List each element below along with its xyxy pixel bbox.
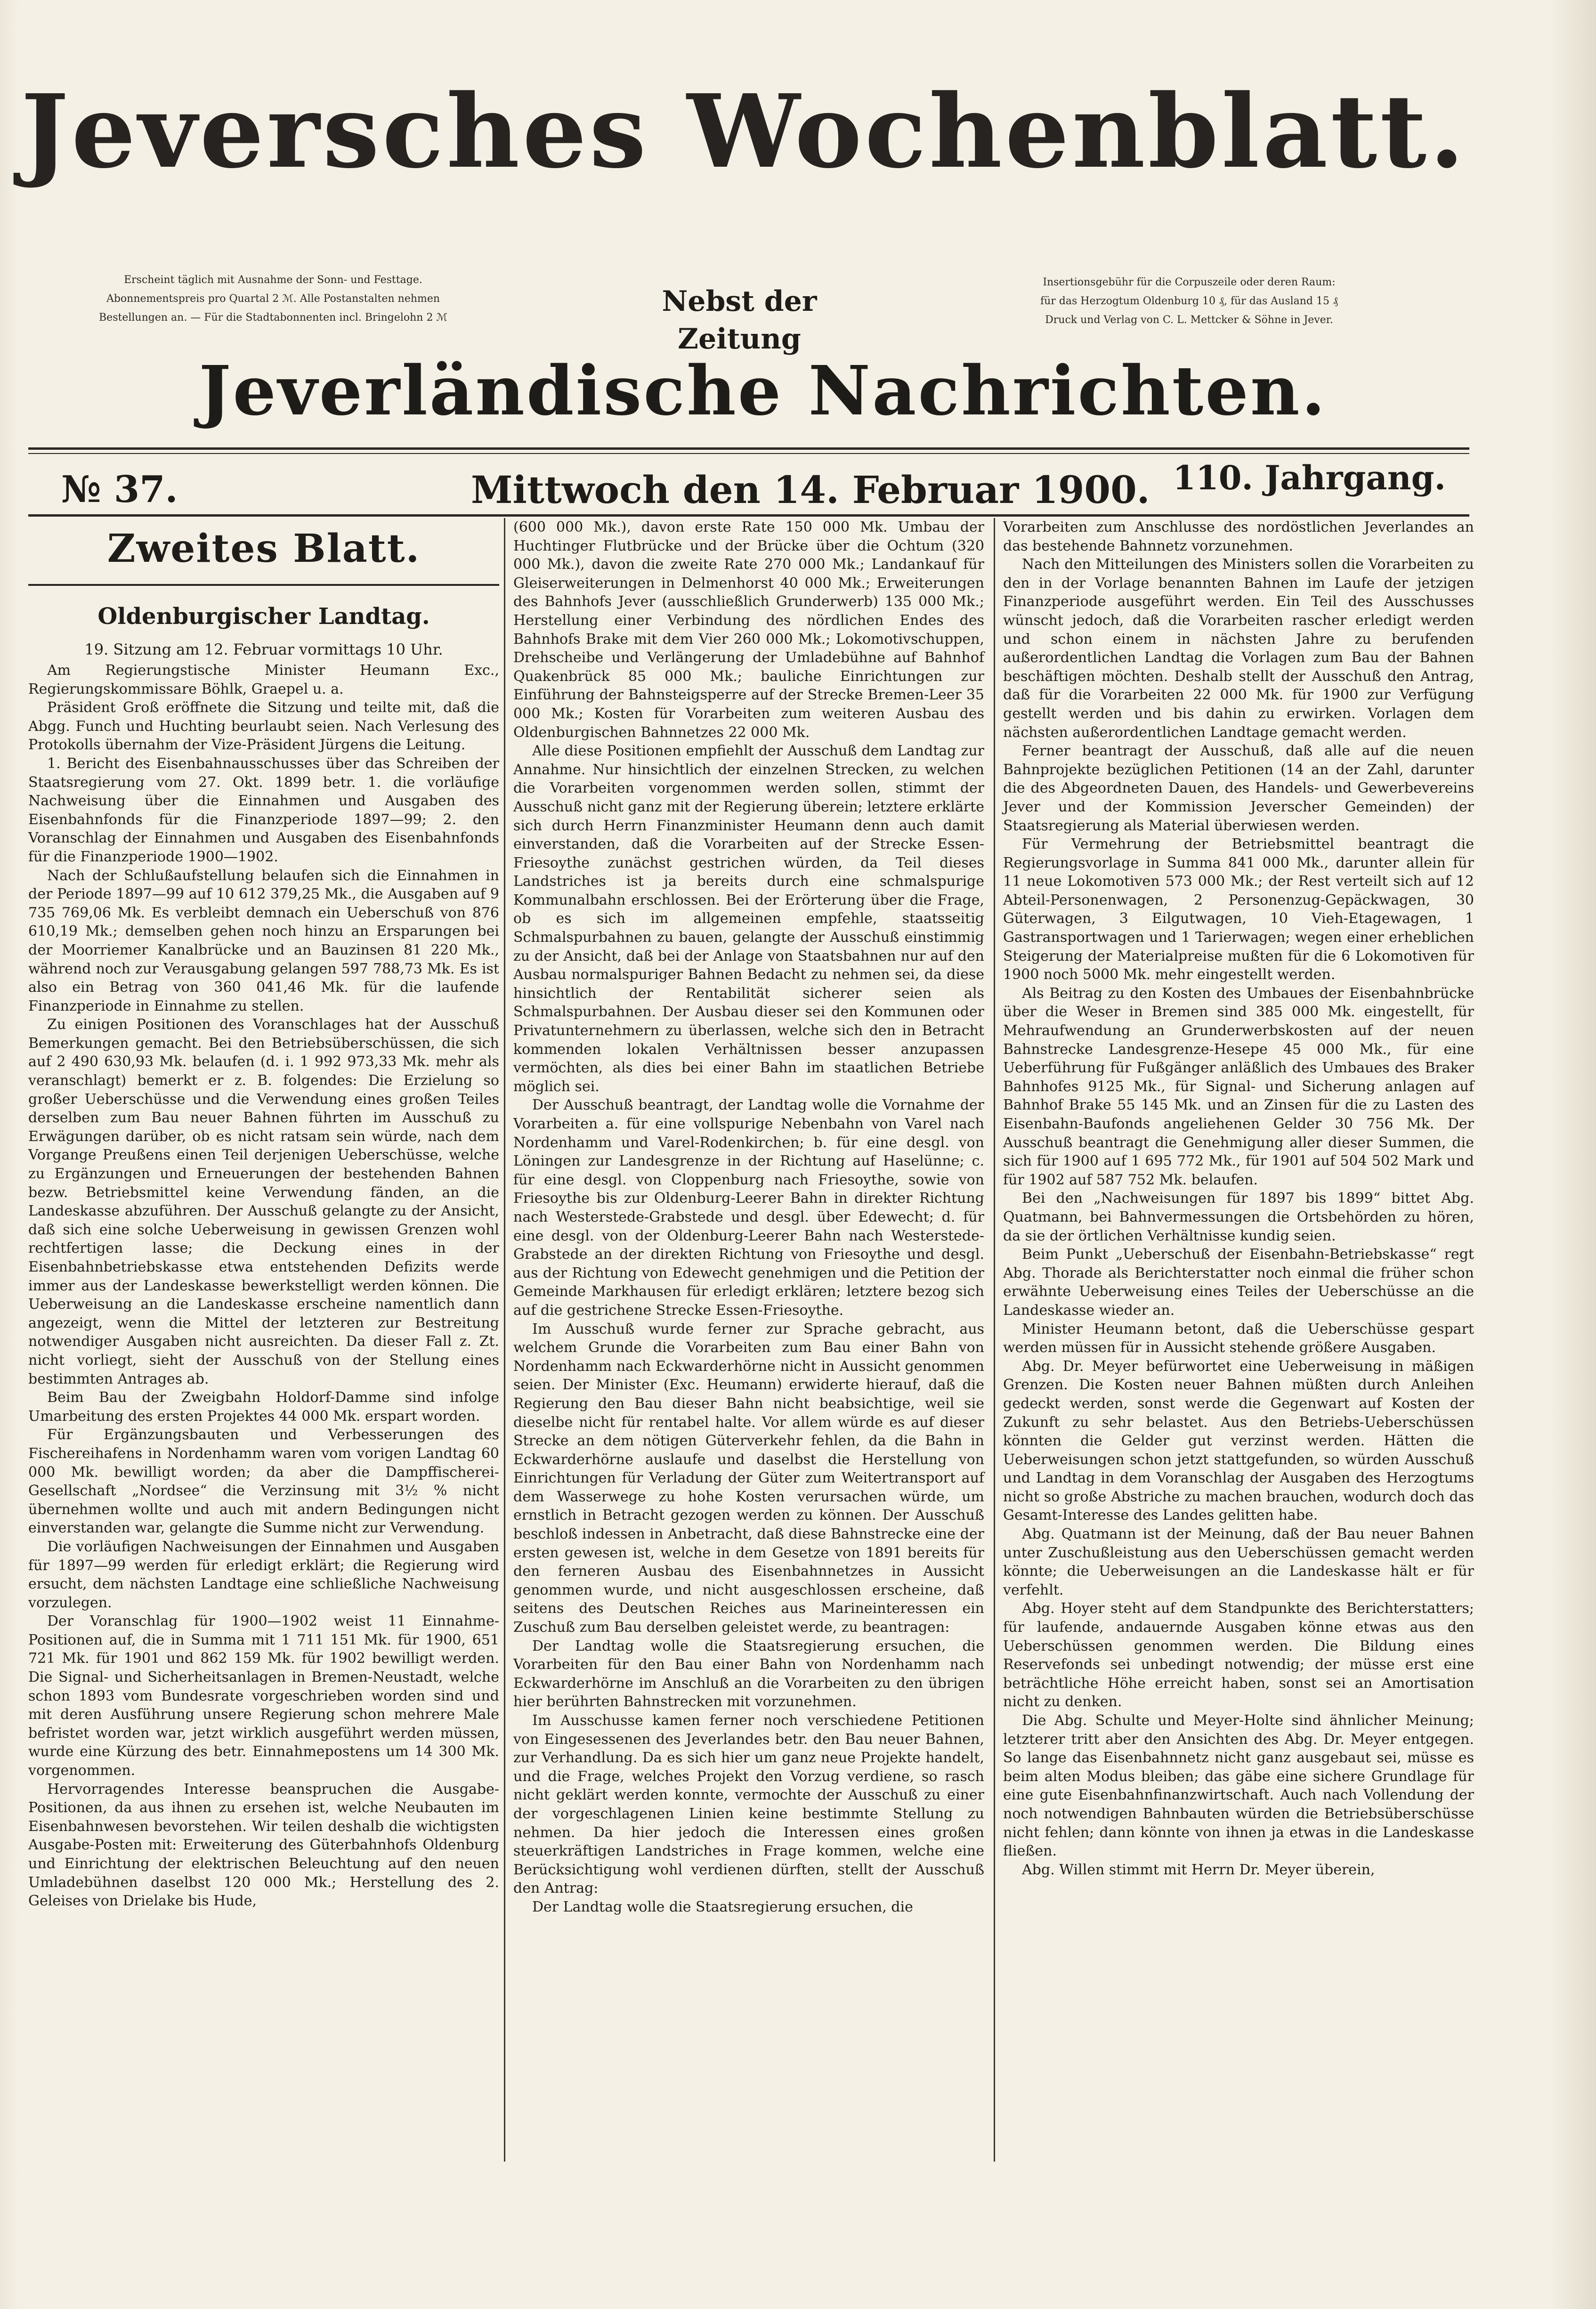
paragraph: Am Regierungstische Minister Heumann Exc., Regierungskommissare Böhlk, Graepel u. a. [28,662,499,697]
issue-number: № 37. [61,468,178,511]
paragraph: Für Ergänzungsbauten und Verbesserungen des Fischereihafens in Nordenhamm waren vom vorigen Landtag 60 000 Mk. bewilligt worden; da aber die Dampffischerei-Gesellschaft „Nordsee“ die Verzinsung mit 3½ % nicht übernehmen wollte und auch mit andern Bedingungen nicht einverstanden war, gelangte die Summe nicht zur Verwendung. [28,1426,499,1537]
info-line: Abonnementspreis pro Quartal 2 ℳ. Alle Postanstalten nehmen [106,293,440,305]
session-line: 19. Sitzung am 12. Februar vormittags 10 Uhr. [84,640,443,658]
paragraph: Vorarbeiten zum Anschlusse des nordöstlichen Jeverlandes an das bestehende Bahnnetz vorzunehmen. [1003,519,1474,554]
info-line: Druck und Verlag von C. L. Mettcker & Söhne in Jever. [1045,314,1333,326]
paragraph: Alle diese Positionen empfiehlt der Ausschuß dem Landtag zur Annahme. Nur hinsichtlich der einzelnen Strecken, zu welchen die Vorarbeiten vorgenommen werden sollen, stimmt der Ausschuß nicht ganz mit der Regierung überein; letztere erklärte sich durch Herrn Finanzminister Heumann denn auch damit einverstanden, daß die Vorarbeiten auf der Strecke Essen-Friesoythe zunächst gestrichen würden, da Teil dieses Landstriches ist ja bereits durch eine schmalspurige Kommunalbahn erschlossen. Bei der Erörterung über die Frage, ob es sich im allgemeinen empfehle, staatsseitig Schmalspurbahnen zu bauen, gelangte der Ausschuß einstimmig zu der Ansicht, daß bei der Anlage von Staatsbahnen nur auf den Ausbau normalspuriger Bahnen Bedacht zu nehmen sei, da diese hinsichtlich der Rentabilität sicherer seien als Schmalspurbahnen. Der Ausbau dieser sei den Kommunen oder Privatunternehmern zu überlassen, welche sich den in Betracht kommenden lokalen Verhältnissen besser anzupassen vermöchten, als dies bei einer Bahn im staatlichen Betriebe möglich sei. [513,743,984,1095]
paragraph: Zu einigen Positionen des Voranschlages hat der Ausschuß Bemerkungen gemacht. Bei den Betriebsüberschüssen, die sich auf 2 490 630,93 Mk. belaufen (d. i. 1 992 973,33 Mk. mehr als veranschlagt) bemerkt er z. B. folgendes: Die Erzielung so großer Ueberschüsse und die Verwendung eines großen Teiles derselben zum Bau neuer Bahnen führten im Ausschuß zu Erwägungen darüber, ob es nicht ratsam sein würde, nach dem Vorgange Preußens einen Teil derjenigen Ueberschüsse, welche zu Ergänzungen und Erneuerungen der bestehenden Bahnen bezw. Betriebsmittel keine Verwendung fänden, an die Landeskasse abzuführen. Der Ausschuß gelangte zu der Ansicht, daß sich eine solche Ueberweisung in gewissen Grenzen wohl rechtfertigen lasse; die Deckung eines in der Eisenbahnbetriebskasse etwa entstehenden Defizits werde immer aus der Landeskasse bewerkstelligt werden können. Die Ueberweisung an die Landeskasse erscheine namentlich dann angezeigt, wenn die Mittel der letzteren zur Bestreitung notwendiger Ausgaben nicht ausreichten. Da dieser Fall z. Zt. nicht vorliegt, sieht der Ausschuß von der Stellung eines bestimmten Antrages ab. [28,1016,499,1387]
issue-jahrgang: 110. Jahrgang. [1173,458,1446,497]
paragraph: Ferner beantragt der Ausschuß, daß alle auf die neuen Bahnprojekte bezüglichen Petitionen (14 an der Zahl, darunter die des Abgeordneten Dauen, des Handels- und Gewerbevereins Jever und der Kommission Jeverscher Gemeinden) der Staatsregierung als Material überwiesen werden. [1003,743,1474,834]
paragraph: 1. Bericht des Eisenbahnausschusses über das Schreiben der Staatsregierung vom 27. Okt. 1899 betr. 1. die vorläufige Nachweisung über die Einnahmen und Ausgaben des Eisenbahnfonds für die Finanzperiode 1897—99; 2. den Voranschlag der Einnahmen und Ausgaben des Eisenbahnfonds für die Finanzperiode 1900—1902. [28,755,499,865]
column-3 [1003,518,1474,1879]
masthead-title: Jeversches Wochenblatt. [21,73,1467,191]
paragraph: Bei den „Nachweisungen für 1897 bis 1899“ bittet Abg. Quatmann, bei Bahnvermessungen die Ortsbehörden zu hören, da sie der örtlichen Verhältnisse kundig seien. [1003,1190,1474,1244]
paragraph: (600 000 Mk.), davon erste Rate 150 000 Mk. Umbau der Huchtinger Flutbrücke und der Brücke über die Ochtum (320 000 Mk.), davon die zweite Rate 270 000 Mk.; Landankauf für Gleiserweiterungen in Delmenhorst 40 000 Mk.; Erweiterungen des Bahnhofs Jever (ausschließlich Grunderwerb) 135 000 Mk.; Herstellung einer Verbindung des nördlichen Endes des Bahnhofs Brake mit dem Vier 260 000 Mk.; Lokomotivschuppen, Drehscheibe und Verlängerung der Umladebühne auf Bahnhof Quakenbrück 85 000 Mk.; bauliche Einrichtungen zur Einführung der Bahnsteigsperre auf der Strecke Bremen-Leer 35 000 Mk.; Kosten für Vorarbeiten zum weiteren Ausbau des Oldenburgischen Bahnnetzes 22 000 Mk. [513,519,984,741]
section-label: Zweites Blatt. [107,526,421,571]
paragraph: Der Landtag wolle die Staatsregierung ersuchen, die Vorarbeiten für den Bau einer Bahn von Nordenhamm nach Eckwarderhörne im Anschluß an die Vorarbeiten zu den übrigen hier berührten Bahnstrecken mit vorzunehmen. [513,1637,984,1710]
column-rule [994,518,995,2162]
article-heading: Oldenburgischer Landtag. [97,603,430,630]
info-line: Erscheint täglich mit Ausnahme der Sonn- und Festtage. [124,274,422,286]
info-line: Bestellungen an. — Für die Stadtabonnenten incl. Bringelohn 2 ℳ [99,312,447,324]
paragraph: Der Ausschuß beantragt, der Landtag wolle die Vornahme der Vorarbeiten a. für eine vollspurige Nebenbahn von Varel nach Nordenhamm und Varel-Rodenkirchen; b. für eine desgl. von Löningen zur Landesgrenze in der Richtung auf Haselünne; c. für eine desgl. von Cloppenburg nach Friesoythe, sowie von Friesoythe bis zur Oldenburg-Leerer Bahn in direkter Richtung nach Westerstede-Grabstede und desgl. über Edewecht; d. für eine desgl. von der Oldenburg-Leerer Bahn nach Westerstede-Grabstede an der direkten Richtung von Friesoythe und desgl. aus der Richtung von Edewecht genehmigen und die Petition der Gemeinde Markhausen für erledigt erklären; letztere bezog sich auf die gestrichene Strecke Essen-Friesoythe. [513,1097,984,1319]
column-2 [513,518,984,1917]
advertising-info [932,273,1446,330]
subtitle: Jeverländische Nachrichten. [199,351,1327,430]
info-line: Insertionsgebühr für die Corpuszeile oder deren Raum: [1043,276,1336,288]
issue-date: Mittwoch den 14. Februar 1900. [471,468,1150,512]
paragraph: Beim Bau der Zweigbahn Holdorf-Damme sind infolge Umarbeitung des ersten Projektes 44 000 Mk. erspart worden. [28,1389,499,1425]
paragraph: Der Landtag wolle die Staatsregierung ersuchen, die [532,1898,913,1915]
paragraph: Abg. Hoyer steht auf dem Standpunkte des Berichterstatters; für laufende, andauernde Ausgaben könne etwas aus den Ueberschüssen genommen werden. Die Bildung eines Reservefonds sei unbedingt notwendig; der müsse erst eine beträchtliche Höhe erreicht haben, sonst sei an Amortisation nicht zu denken. [1003,1600,1474,1710]
paragraph: Nach den Mitteilungen des Ministers sollen die Vorarbeiten zu den in der Vorlage benannten Bahnen im Laufe der jetzigen Finanzperiode ausgeführt werden. Ein Teil des Ausschusses wünscht jedoch, daß die Vorarbeiten rascher erledigt werden und schon einem in nächsten Jahre zu berufenden außerordentlichen Landtag die Vorlagen zum Bau der Bahnen beschäftigen möchten. Deshalb stellt der Ausschuß den Antrag, daß für die Vorarbeiten 22 000 Mk. für 1900 zur Verfügung gestellt werden und bis dahin zu erwirken. Vorlagen dem nächsten außerordentlichen Landtage gemacht werden. [1003,556,1474,741]
paragraph: Die vorläufigen Nachweisungen der Einnahmen und Ausgaben für 1897—99 werden für erledigt erklärt; die Regierung wird ersucht, dem nächsten Landtage eine schließliche Nachweisung vorzulegen. [28,1538,499,1611]
paragraph: Der Voranschlag für 1900—1902 weist 11 Einnahme-Positionen auf, die in Summa mit 1 711 151 Mk. für 1900, 651 721 Mk. für 1901 und 862 159 Mk. für 1902 bewilligt werden. Die Signal- und Sicherheitsanlagen in Bremen-Neustadt, welche schon 1893 vom Bundesrate vorgeschrieben worden sind und mit deren Ausführung unsere Regierung schon mehrere Male befristet worden war, jetzt wirklich ausgeführt werden müssen, wurde eine Kürzung des betr. Einnahmepostens um 14 300 Mk. vorgenommen. [28,1613,499,1779]
rule-top [28,447,1469,450]
paragraph: Abg. Quatmann ist der Meinung, daß der Bau neuer Bahnen unter Zuschußleistung aus den Ueberschüssen gemacht werden könnte; die Ueberweisungen an die Landeskasse hält er für verfehlt. [1003,1526,1474,1598]
rule-bottom [28,514,1469,517]
column-1 [28,518,499,1911]
paragraph: Hervorragendes Interesse beanspruchen die Ausgabe-Positionen, da aus ihnen zu ersehen ist, welche Neubauten im Eisenbahnwesen bevorstehen. Wir teilen deshalb die wichtigsten Ausgabe-Posten mit: Erweiterung des Güterbahnhofs Oldenburg und Einrichtung der elektrischen Beleuchtung auf den neuen Umladebühnen daselbst 120 000 Mk.; Herstellung des 2. Geleises von Drielake bis Hude, [28,1781,499,1910]
subscription-info [33,271,513,327]
column-rule [504,518,505,2162]
paragraph: Im Ausschuß wurde ferner zur Sprache gebracht, aus welchem Grunde die Vorarbeiten zum Bau einer Bahn von Nordenhamm nach Eckwarderhörne nicht in Aussicht genommen seien. Der Minister (Exc. Heumann) erwiderte hierauf, daß die Regierung den Bau dieser Bahn nicht beabsichtige, weil sie dieselbe nicht für rentabel halte. Vor allem würde es auf dieser Strecke an dem nötigen Güterverkehr fehlen, da die Bahn in Eckwarderhörne auslaufe und daselbst die Herstellung von Einrichtungen für Verladung der Güter zum Weitertransport auf dem Wasserwege zu hohe Kosten verursachen würde, um ernstlich in Betracht gezogen werden zu können. Der Ausschuß beschloß indessen in Anbetracht, daß diese Bahnstrecke eine der ersten gewesen ist, welche in dem Gesetze von 1891 bereits für den ferneren Ausbau des Eisenbahnnetzes in Aussicht genommen wurde, und nicht ausgeschlossen erscheine, daß seitens des Deutschen Reiches aus Marineinteressen ein Zuschuß zum Bau derselben geleistet werde, zu beantragen: [513,1321,984,1636]
paragraph: Die Abg. Schulte und Meyer-Holte sind ähnlicher Meinung; letzterer tritt aber den Ansichten des Abg. Dr. Meyer entgegen. So lange das Eisenbahnnetz nicht ganz ausgebaut sei, müsse es beim alten Modus bleiben; das gäbe eine sichere Grundlage für eine gute Eisenbahnfinanzwirtschaft. Auch nach Vollendung der noch notwendigen Bahnbauten würden die Betriebsüberschüsse nicht fehlen; dann könnte von ihnen ja etwas in die Landeskasse fließen. [1003,1712,1474,1860]
paragraph: Abg. Willen stimmt mit Herrn Dr. Meyer überein, [1022,1861,1375,1878]
paragraph: Für Vermehrung der Betriebsmittel beantragt die Regierungsvorlage in Summa 841 000 Mk., darunter allein für 11 neue Lokomotiven 573 000 Mk.; der Rest verteilt sich auf 12 Abteil-Personenwagen, 2 Personenzug-Gepäckwagen, 30 Güterwagen, 3 Eilgutwagen, 10 Vieh-Etagewagen, 1 Gastransportwagen und 1 Tarierwagen; wegen einer erheblichen Steigerung der Materialpreise mußten für die 6 Lokomotiven für 1900 noch 5000 Mk. mehr eingestellt werden. [1003,836,1474,983]
paragraph: Präsident Groß eröffnete die Sitzung und teilte mit, daß die Abgg. Funch und Huchting beurlaubt seien. Nach Verlesung des Protokolls übernahm der Vize-Präsident Jürgens die Leitung. [28,699,499,753]
nebst-der-zeitung: Nebst der Zeitung [662,285,817,356]
paragraph: Minister Heumann betont, daß die Ueberschüsse gespart werden müssen für in Aussicht stehende größere Ausgaben. [1003,1321,1474,1356]
info-line: für das Herzogtum Oldenburg 10 ₰, für das Ausland 15 ₰ [1040,295,1338,307]
paragraph: Als Beitrag zu den Kosten des Umbaues der Eisenbahnbrücke über die Weser in Bremen sind 385 000 Mk. eingestellt, für Mehraufwendung an Grunderwerbskosten auf der neuen Bahnstrecke Landesgrenze-Hesepe 45 000 Mk., für eine Ueberführung für Fußgänger anläßlich des Umbaues des Braker Bahnhofes 9125 Mk., für Signal- und Sicherung anlagen auf Bahnhof Brake 55 145 Mk. und an Zinsen für die zu Lasten des Eisenbahn-Baufonds angeliehenen Gelder 30 756 Mk. Der Ausschuß beantragt die Genehmigung aller dieser Summen, die sich für 1900 auf 1 695 772 Mk., für 1901 auf 504 502 Mark und für 1902 auf 587 752 Mk. belaufen. [1003,985,1474,1188]
paragraph: Beim Punkt „Ueberschuß der Eisenbahn-Betriebskasse“ regt Abg. Thorade als Berichterstatter noch einmal die früher schon erwähnte Ueberweisung eines Teiles der Ueberschüsse an die Landeskasse wieder an. [1003,1246,1474,1319]
paragraph: Nach der Schlußaufstellung belaufen sich die Einnahmen in der Periode 1897—99 auf 10 612 379,25 Mk., die Ausgaben auf 9 735 769,06 Mk. Es verbleibt demnach ein Ueberschuß von 876 610,19 Mk.; demselben gehen noch hinzu an Ersparungen bei der Moorriemer Kanalbrücke und an Bauzinsen 81 220 Mk., während noch zur Verausgabung gelangen 597 788,73 Mk. Es ist also ein Betrag von 360 041,46 Mk. für die laufende Finanzperiode in Einnahme zu stellen. [28,867,499,1014]
paragraph: Im Ausschusse kamen ferner noch verschiedene Petitionen von Eingesessenen des Jeverlandes betr. den Bau neuer Bahnen, zur Verhandlung. Da es sich hier um ganz neue Projekte handelt, und die Frage, welches Projekt den Vorzug verdiene, so rasch nicht geklärt werden konnte, vermochte der Ausschuß zu einer der vorgeschlagenen Linien keine bestimmte Stellung zu nehmen. Da hier jedoch die Interessen eines großen steuerkräftigen Landstriches in Frage kommen, welche eine Berücksichtigung wohl verdienen dürften, stellt der Ausschuß den Antrag: [513,1712,984,1897]
divider [28,584,499,586]
paragraph: Abg. Dr. Meyer befürwortet eine Ueberweisung in mäßigen Grenzen. Die Kosten neuer Bahnen müßten durch Anleihen gedeckt werden, sonst werde die Gegenwart auf Kosten der Zukunft zu sehr belastet. Aus den Betriebs-Ueberschüssen könnten die Gelder gut verzinst werden. Hätten die Ueberweisungen schon jetzt stattgefunden, so würden Ausschuß und Landtag in dem Voranschlag der Ausgaben des Herzogtums nicht so große Abstriche zu machen brauchen, wodurch doch das Gesamt-Interesse des Landes gelitten habe. [1003,1358,1474,1524]
